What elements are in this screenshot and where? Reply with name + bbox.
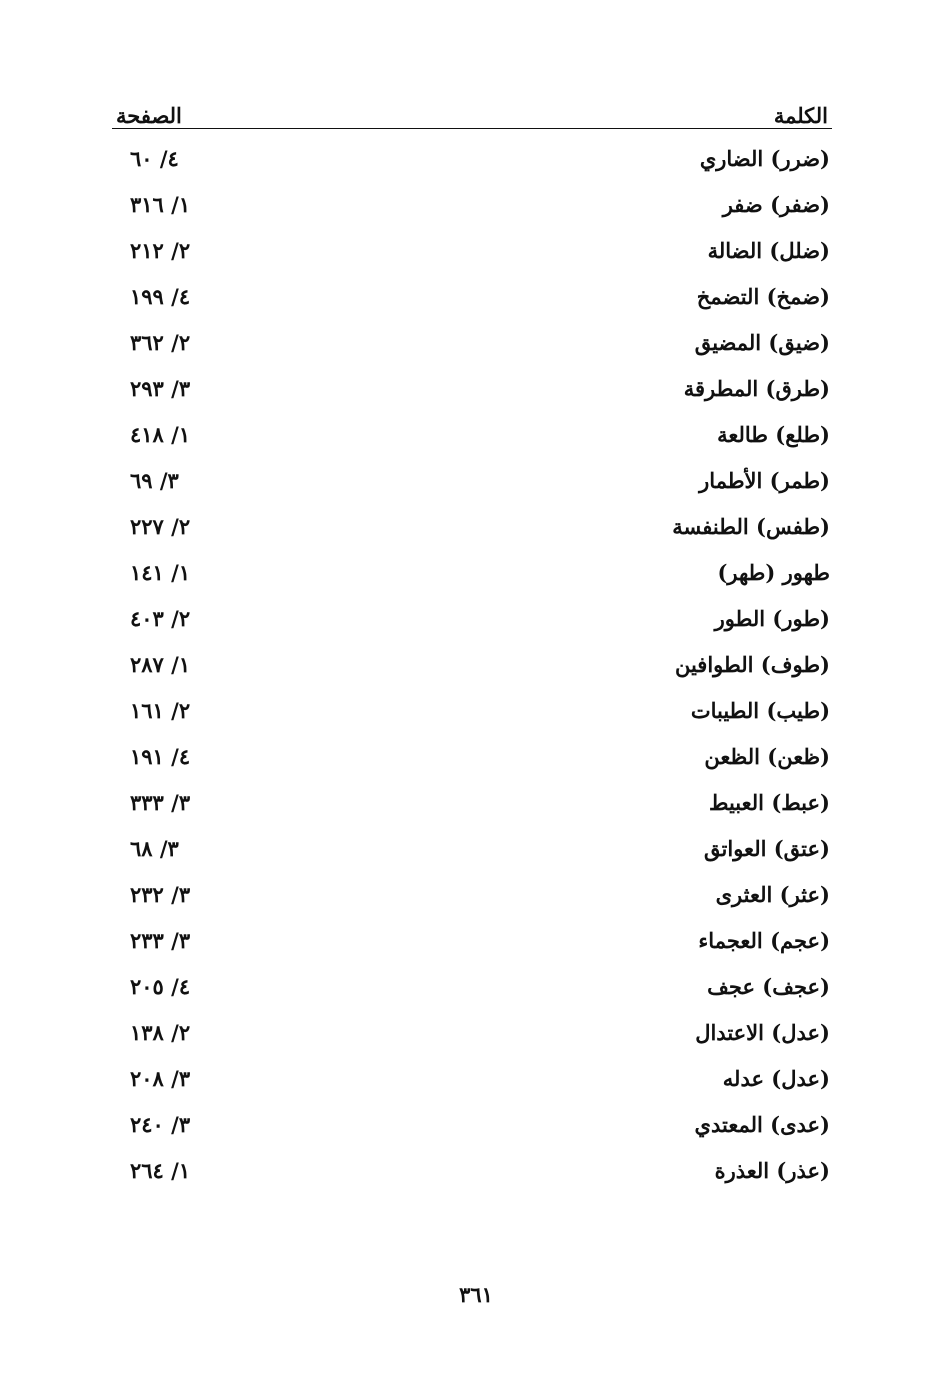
list-item [112,1055,832,1101]
entry-word: (عتق) العواتق [704,835,830,861]
list-item [112,779,832,825]
entry-word: (طلع) طالعة [717,421,830,447]
list-item [112,365,832,411]
table-header [112,92,832,129]
entry-word: (طيب) الطيبات [690,697,830,723]
entry-page-ref: ١/ ٤١٨ [130,421,191,447]
list-item [112,135,832,181]
entry-word: (عذر) العذرة [714,1157,830,1183]
entry-page-ref: ٣/ ٢٤٠ [130,1111,191,1137]
entry-page-ref: ٣/ ٢٣٢ [130,881,191,907]
list-item [112,503,832,549]
entry-page-ref: ٤/ ١٩٩ [130,283,191,309]
entry-page-ref: ٣/ ٢٣٣ [130,927,191,953]
entry-page-ref: ٣/ ٢٠٨ [130,1065,191,1091]
list-item [112,1147,832,1193]
list-item [112,963,832,1009]
entry-word: (عجم) العجماء [698,927,830,953]
entry-word: (عجف) عجف [707,973,830,999]
page-number: ٣٦١ [459,1282,493,1307]
list-item [112,549,832,595]
entry-page-ref: ٢/ ٣٦٢ [130,329,191,355]
entry-page-ref: ٣/ ٦٩ [130,467,179,493]
list-item [112,917,832,963]
list-item [112,871,832,917]
word-index-table [112,92,832,1193]
entry-page-ref: ١/ ٣١٦ [130,191,191,217]
entry-page-ref: ٣/ ٢٩٣ [130,375,191,401]
list-item [112,411,832,457]
list-item [112,181,832,227]
entry-word: (عدل) الاعتدال [695,1019,830,1045]
list-item [112,825,832,871]
word-column-header: الكلمة [773,103,828,128]
page-column-header: الصفحة [116,103,182,128]
entry-word: (عبط) العبيط [709,789,830,815]
list-item [112,457,832,503]
entry-word: (عدى) المعتدي [694,1111,830,1137]
entry-word: (ضلل) الضالة [707,237,830,263]
entry-word: (ضفر) ضفر [722,191,830,217]
entry-page-ref: ٤/ ١٩١ [130,743,191,769]
list-item [112,687,832,733]
list-item [112,1101,832,1147]
entry-page-ref: ٢/ ١٦١ [130,697,191,723]
entry-page-ref: ١/ ١٤١ [130,559,191,585]
list-item [112,733,832,779]
entry-word: (طور) الطور [714,605,830,631]
entry-page-ref: ٢/ ١٣٨ [130,1019,191,1045]
entry-word: (عثر) العثرى [715,881,830,907]
entry-word: (ضرر) الضاري [699,145,830,171]
list-item [112,273,832,319]
entry-page-ref: ٢/ ٢٢٧ [130,513,191,539]
entry-list [112,135,832,1193]
list-item [112,641,832,687]
list-item [112,227,832,273]
entry-word: (ضيق) المضيق [694,329,830,355]
entry-word: (طوف) الطوافين [674,651,830,677]
list-item [112,1009,832,1055]
list-item [112,595,832,641]
entry-page-ref: ٤/ ٦٠ [130,145,179,171]
entry-word: (طرق) المطرقة [683,375,830,401]
entry-page-ref: ٣/ ٦٨ [130,835,179,861]
entry-page-ref: ٤/ ٢٠٥ [130,973,191,999]
list-item [112,319,832,365]
entry-page-ref: ٢/ ٤٠٣ [130,605,191,631]
entry-word: طهور (طهر) [717,559,830,585]
entry-word: (طفس) الطنفسة [672,513,830,539]
entry-page-ref: ٣/ ٣٣٣ [130,789,191,815]
entry-page-ref: ٢/ ٢١٢ [130,237,191,263]
entry-word: (عدل) عدله [722,1065,830,1091]
entry-word: (ضمخ) التضمخ [696,283,830,309]
entry-page-ref: ١/ ٢٨٧ [130,651,191,677]
entry-word: (ظعن) الظعن [704,743,830,769]
entry-word: (طمر) الأطمار [699,467,830,493]
entry-page-ref: ١/ ٢٦٤ [130,1157,191,1183]
